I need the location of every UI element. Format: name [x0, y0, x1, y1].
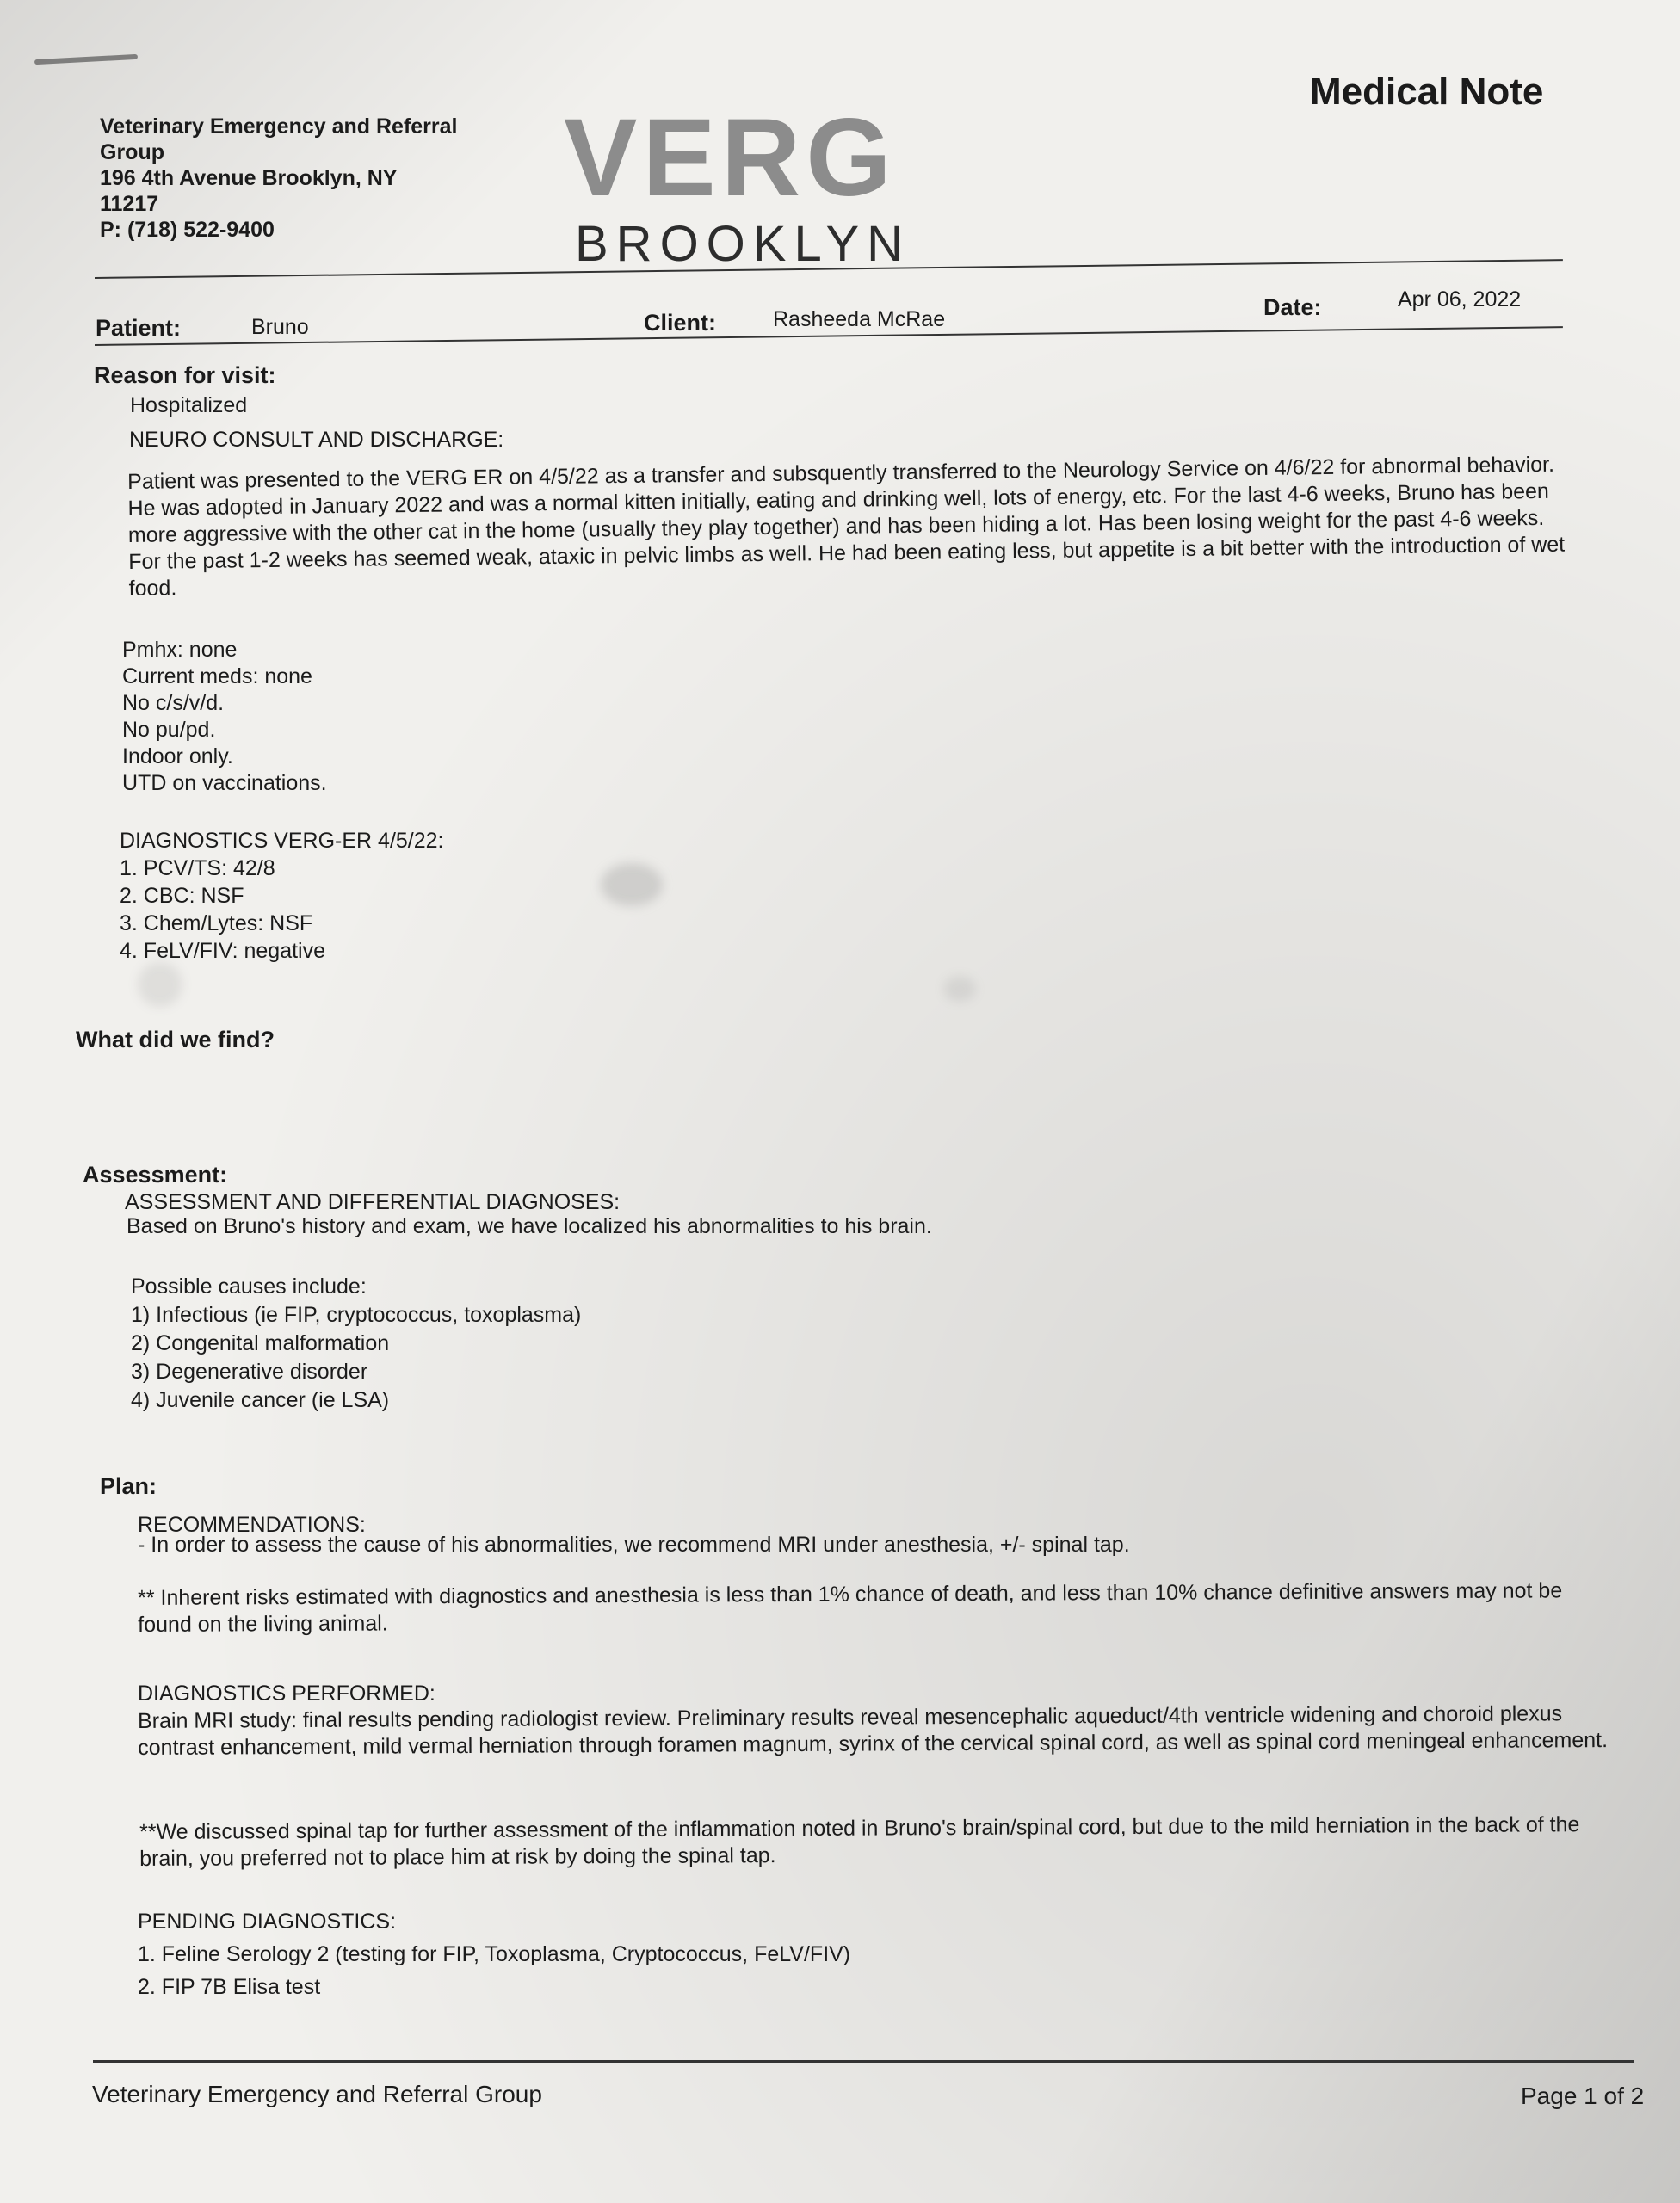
ink-smudge	[601, 863, 663, 906]
patient-value: Bruno	[251, 315, 309, 339]
history-paragraph: Patient was presented to the VERG ER on 4/5/22 as a transfer and subsquently transferred to the Neurology Service on 4/6/22 for abnormal behavior. He was adopted in January 2022 and was a normal kitten initially, eating and drinking well, lots of energy, etc. For the last 4-6 weeks, Bruno has been more aggressive with the other cat in the home (usually they play together) and has been hiding a lot. Has been losing weight for the past 4-6 weeks. For the past 1-2 weeks has seemed weak, ataxic in pelvic limbs as well. He had been eating less, but appetite is a bit better with the introduction of wet food.	[127, 452, 1566, 601]
plan-heading: Plan:	[100, 1473, 158, 1499]
possible-cause-item: 2) Congenital malformation	[131, 1331, 390, 1355]
assessment-summary: Based on Bruno's history and exam, we have localized his abnormalities to his brain.	[127, 1214, 932, 1238]
recommendations-heading: RECOMMENDATIONS:	[138, 1513, 366, 1537]
er-diagnostic-item: 4. FeLV/FIV: negative	[120, 939, 326, 963]
clinic-info	[100, 114, 513, 243]
footer-rule	[93, 2060, 1634, 2063]
client-value: Rasheeda McRae	[773, 307, 946, 331]
pen-mark	[34, 54, 138, 65]
reason-heading: Reason for visit:	[94, 362, 276, 388]
er-diagnostic-item: 3. Chem/Lytes: NSF	[120, 911, 313, 935]
fact-pmhx: Pmhx: none	[122, 638, 238, 662]
ink-smudge	[943, 976, 976, 1002]
assessment-heading: Assessment:	[83, 1162, 228, 1188]
er-diagnostic-item: 2. CBC: NSF	[120, 884, 244, 908]
risk-note: ** Inherent risks estimated with diagnostics and anesthesia is less than 1% chance of death, and less than 10% chance definitive answers may not be found on the living animal.	[138, 1578, 1563, 1637]
er-diagnostics	[120, 828, 444, 965]
fact-meds: Current meds: none	[122, 664, 312, 688]
ink-smudge	[138, 962, 182, 1007]
clinic-address-line1: 196 4th Avenue Brooklyn, NY	[100, 166, 398, 190]
date-value: Apr 06, 2022	[1398, 287, 1522, 312]
possible-causes	[131, 1274, 581, 1414]
fact-vaccinations: UTD on vaccinations.	[122, 771, 327, 795]
possible-cause-item: 1) Infectious (ie FIP, cryptococcus, toxoplasma)	[131, 1303, 582, 1327]
clinic-name-line1: Veterinary Emergency and Referral	[100, 114, 458, 139]
clinic-address-line2: 11217	[100, 192, 159, 216]
pending-item: 2. FIP 7B Elisa test	[138, 1975, 321, 1999]
date-label: Date:	[1263, 294, 1322, 320]
diagnostics-performed-heading: DIAGNOSTICS PERFORMED:	[138, 1682, 435, 1706]
pending-heading: PENDING DIAGNOSTICS:	[138, 1910, 397, 1934]
patient-label: Patient:	[96, 315, 182, 341]
clinic-phone: P: (718) 522-9400	[100, 218, 275, 242]
assessment-subheading: ASSESSMENT AND DIFFERENTIAL DIAGNOSES:	[125, 1190, 621, 1214]
verg-logo-subtitle: BROOKLYN	[575, 216, 911, 272]
reason-line-neuro: NEURO CONSULT AND DISCHARGE:	[129, 428, 504, 452]
possible-cause-item: 4) Juvenile cancer (ie LSA)	[131, 1388, 390, 1412]
possible-causes-intro: Possible causes include:	[131, 1274, 367, 1299]
clinic-name-line2: Group	[100, 140, 164, 164]
pending-diagnostics	[138, 1909, 850, 2001]
fact-pupd: No pu/pd.	[122, 718, 216, 742]
findings-heading: What did we find?	[76, 1027, 275, 1052]
page-number: Page 1 of 2	[1521, 2083, 1645, 2109]
er-diagnostic-item: 1. PCV/TS: 42/8	[120, 856, 275, 880]
reason-line-hospitalized: Hospitalized	[130, 393, 248, 417]
document-title: Medical Note	[1310, 71, 1544, 113]
spinal-tap-note: **We discussed spinal tap for further assessment of the inflammation noted in Bruno's brain/spinal cord, but due to the mild herniation in the back of the brain, you preferred not to place him at risk by doing the spinal tap.	[139, 1812, 1580, 1871]
client-label: Client:	[644, 310, 716, 336]
er-diagnostics-heading: DIAGNOSTICS VERG-ER 4/5/22:	[120, 829, 444, 853]
fact-indoor: Indoor only.	[122, 744, 233, 768]
verg-logo: VERG	[564, 96, 897, 219]
pending-item: 1. Feline Serology 2 (testing for FIP, Toxoplasma, Cryptococcus, FeLV/FIV)	[138, 1942, 851, 1966]
recommendation-item: - In order to assess the cause of his abnormalities, we recommend MRI under anesthesia, +/- spinal tap.	[138, 1533, 1130, 1557]
footer-clinic-name: Veterinary Emergency and Referral Group	[92, 2081, 542, 2107]
diagnostics-performed-text: Brain MRI study: final results pending radiologist review. Preliminary results reveal mesencephalic aqueduct/4th ventricle widening and choroid plexus contrast enhancement, mild vermal herniation through foramen magnum, syrinx of the cervical spinal cord, as well as spinal cord meningeal enhancement.	[138, 1701, 1609, 1760]
history-facts	[122, 637, 327, 797]
fact-csvd: No c/s/v/d.	[122, 691, 225, 715]
possible-cause-item: 3) Degenerative disorder	[131, 1360, 368, 1384]
